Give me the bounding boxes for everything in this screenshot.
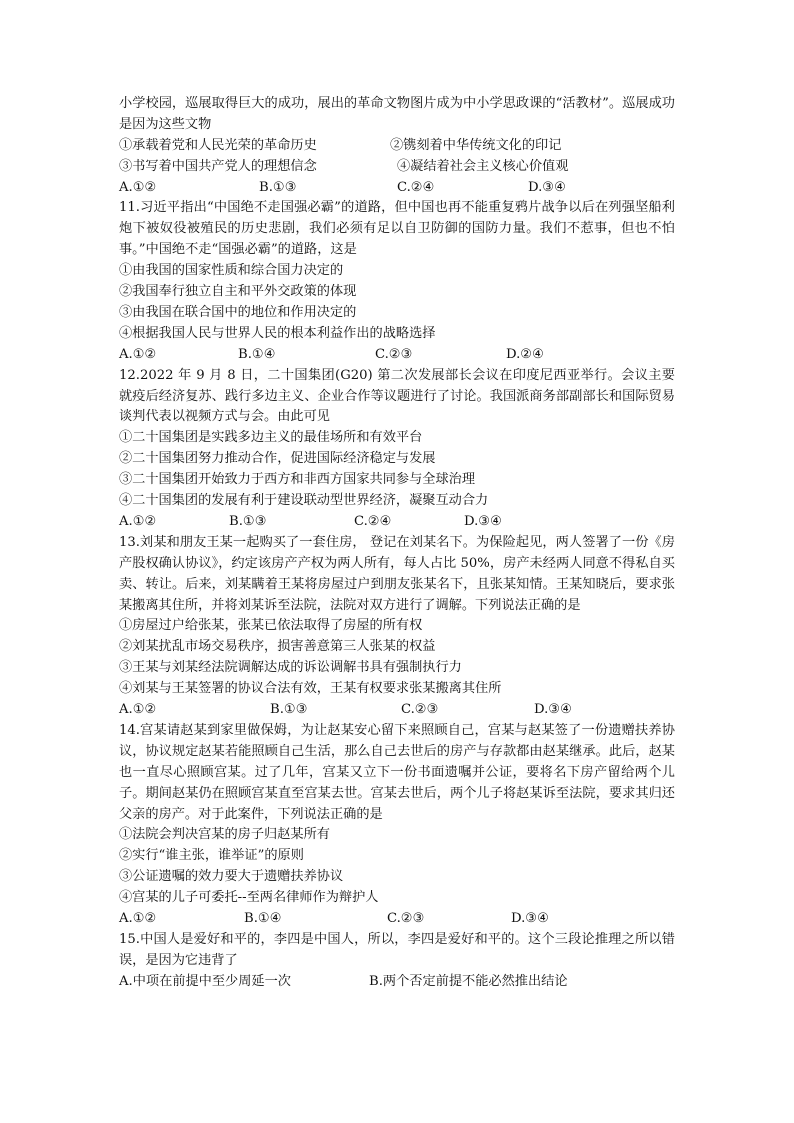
question-13-options [119, 700, 675, 721]
question-15-option-a: A.中项在前提中至少周延一次 [119, 973, 291, 989]
question-10-stem: 小学校园，巡展取得巨大的成功，展出的革命文物图片成为中小学思政课的“活教材”。巡展成功是因为这些文物 [119, 96, 675, 132]
question-13-stem: 13.刘某和朋友王某一起购买了一套住房， 登记在刘某名下。为保险起见，两人签署了一份《房产股权确认协议》，约定该房产产权为两人所有，每人占比 50%，房产未经两人同意不得私自买卖、转让。后来，刘某瞒着王某将房屋过户到朋友张某名下，且张某知情。王某知晓后，要求张某搬离其住所，并将刘某诉至法院，法院对双方进行了调解。下列说法正确的是 [119, 534, 675, 613]
question-12-item-1: ①二十国集团是实践多边主义的最佳场所和有效平台 [119, 430, 423, 446]
question-15-options [119, 972, 675, 993]
question-11-options [119, 345, 675, 366]
question-13-option-d: D.③④ [534, 702, 572, 718]
question-14-option-b: B.①④ [244, 911, 282, 926]
question-11-option-c: C.②③ [375, 346, 413, 362]
question-13-item-1: ①房屋过户给张某，张某已依法取得了房屋的所有权 [119, 618, 423, 634]
question-10-items-row-1 [119, 136, 675, 157]
question-10-option-d: D.③④ [528, 179, 566, 195]
question-14-item-2: ②实行“谁主张，谁举证”的原则 [119, 848, 304, 864]
question-12-item-4: ④二十国集团的发展有利于建设联动型世界经济，凝聚互动合力 [119, 493, 489, 509]
question-15-stem: 15.中国人是爱好和平的，李四是中国人，所以，李四是爱好和平的。这个三段论推理之所以错误，是因为它违背了 [119, 931, 675, 968]
question-11-stem: 11.习近平指出“中国绝不走国强必霸”的道路，但中国也再不能重复鸦片战争以后在列强坚船利炮下被奴役被殖民的历史悲剧，我们必须有足以自卫防御的国防力量。我们不惹事，但也不怕事。”中国绝不走“国强必霸”的道路，这是 [119, 200, 675, 258]
question-11-item-3: ③由我国在联合国中的地位和作用决定的 [119, 304, 357, 320]
question-14-item-3: ③公证遗嘱的效力要大于遗赠扶养协议 [119, 869, 344, 885]
question-12-item-2: ②二十国集团努力推动合作，促进国际经济稳定与发展 [119, 451, 436, 467]
question-12-option-a: A.①② [119, 513, 157, 529]
question-10-item-4: ④凝结着社会主义核心价值观 [397, 158, 569, 174]
question-13-option-a: A.①② [119, 702, 157, 718]
question-12-item-3: ③二十国集团开始致力于西方和非西方国家共同参与全球治理 [119, 472, 476, 488]
question-content [119, 94, 675, 993]
question-10-options [119, 178, 675, 199]
question-11-item-1: ①由我国的国家性质和综合国力决定的 [119, 263, 344, 279]
question-11-option-d: D.②④ [506, 346, 544, 362]
question-13-item-3: ③王某与刘某经法院调解达成的诉讼调解书具有强制执行力 [119, 660, 462, 676]
question-11-item-4: ④根据我国人民与世界人民的根本利益作出的战略选择 [119, 325, 436, 341]
question-14-option-d: D.③④ [511, 911, 549, 926]
question-10-option-a: A.①② [119, 179, 157, 195]
question-12-options [119, 512, 675, 533]
question-14-item-1: ①法院会判决宫某的房子归赵某所有 [119, 827, 330, 843]
question-13-option-c: C.②③ [401, 702, 439, 718]
question-13-item-4: ④刘某与王某签署的协议合法有效，王某有权要求张某搬离其住所 [119, 681, 502, 697]
question-10-item-1: ①承载着党和人民光荣的革命历史 [119, 137, 317, 153]
question-14-option-a: A.①② [119, 911, 157, 926]
question-13-option-b: B.①③ [270, 702, 308, 718]
question-12-option-b: B.①③ [229, 513, 267, 529]
question-10-option-b: B.①③ [259, 179, 297, 195]
question-13-item-2: ②刘某扰乱市场交易秩序，损害善意第三人张某的权益 [119, 639, 436, 655]
question-14-stem: 14.宫某请赵某到家里做保姆，为让赵某安心留下来照顾自己，宫某与赵某签了一份遗赠扶养协议，协议规定赵某若能照顾自己生活，那么自己去世后的房产与存款都由赵某继承。此后，赵某也一直尽心照顾宫某。过了几年，宫某又立下一份书面遗嘱并公证，要将名下房产留给两个儿子。期间赵某仍在照顾宫某直至宫某去世。宫某去世后，两个儿子将赵某诉至法院，要求其归还父亲的房产。对于此案件，下列说法正确的是 [119, 722, 675, 822]
question-14-item-4: ④宫某的儿子可委托--至两名律师作为辩护人 [119, 890, 379, 906]
question-11-item-2: ②我国奉行独立自主和平外交政策的体现 [119, 284, 357, 300]
question-10-items-row-2 [119, 157, 675, 178]
question-10-item-3: ③书写着中国共产党人的理想信念 [119, 158, 317, 174]
question-12-stem: 12.2022 年 9 月 8 日，二十国集团(G20) 第二次发展部长会议在印度尼西亚举行。会议主要就疫后经济复苏、践行多边主义、企业合作等议题进行了讨论。我国派商务部副部长和国际贸易谈判代表以视频方式与会。由此可见 [119, 367, 675, 425]
question-14-option-c: C.②③ [387, 911, 425, 926]
question-12-option-d: D.③④ [464, 513, 502, 529]
question-10-option-c: C.②④ [397, 179, 435, 195]
question-12-option-c: C.②④ [354, 513, 392, 529]
question-15-option-b: B.两个否定前提不能必然推出结论 [369, 973, 568, 989]
question-10-item-2: ②镌刻着中华传统文化的印记 [390, 137, 562, 153]
question-11-option-a: A.①② [119, 346, 157, 362]
question-11-option-b: B.①④ [238, 346, 276, 362]
question-14-options [119, 909, 675, 930]
